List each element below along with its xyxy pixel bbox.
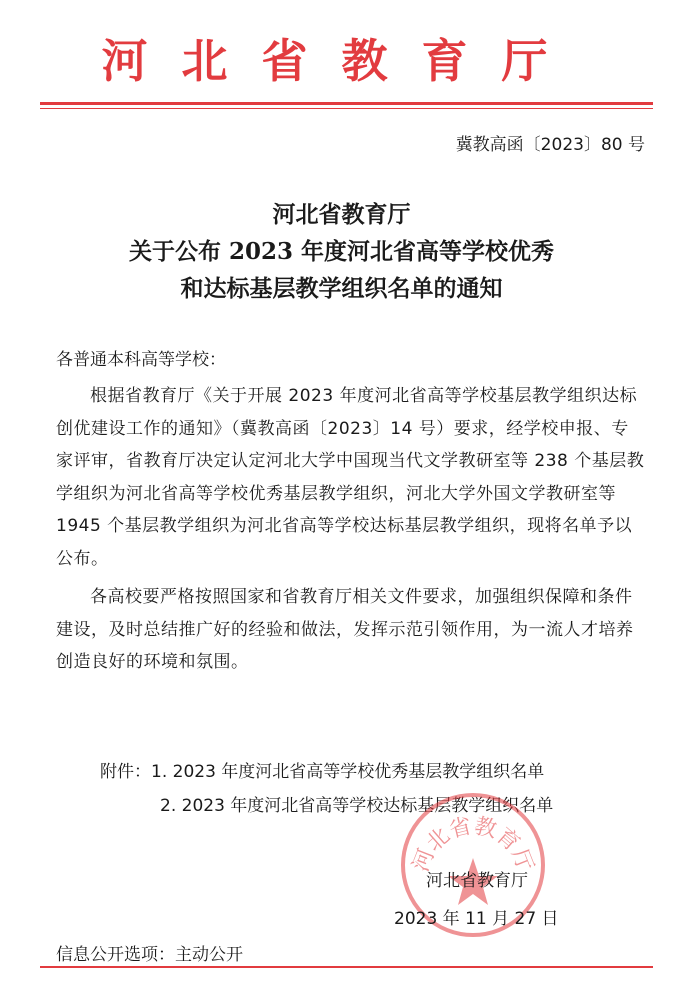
body-paragraph-1: 根据省教育厅《关于开展 2023 年度河北省高等学校基层教学组织达标创优建设工作的通知》（冀教高函〔2023〕14 号）要求，经学校申报、专家评审，省教育厅决定认定河北大学中国现当代文学教研室等 238 个基层教学组织为河北省高等学校优秀基层教学组织，河北大学外国文学教研室等 1945 个基层教学组织为河北省高等学校达标基层教学组织，现将名单予以公布。	[56, 386, 645, 569]
attachments-label: 附件：	[100, 762, 151, 782]
attachment-item-1: 附件：1. 2023 年度河北省高等学校优秀基层教学组织名单	[100, 762, 545, 782]
seal-text: 河北省教育厅	[408, 813, 538, 876]
signature-organization: 河北省教育厅	[426, 871, 528, 891]
masthead-rule-thick	[40, 102, 653, 105]
title-line-3: 和达标基层教学组织名单的通知	[180, 275, 503, 302]
footer-rule	[40, 966, 653, 968]
document-title	[40, 196, 643, 307]
salutation: 各普通本科高等学校：	[56, 350, 226, 370]
signature-date: 2023 年 11 月 27 日	[394, 909, 559, 929]
title-line-2: 关于公布 2023 年度河北省高等学校优秀	[128, 238, 555, 265]
disclosure-option: 信息公开选项：主动公开	[56, 945, 243, 965]
title-line-1: 河北省教育厅	[272, 201, 411, 228]
document-number: 冀教高函〔2023〕80 号	[455, 135, 645, 155]
document-body	[56, 380, 646, 679]
body-paragraph-2: 各高校要严格按照国家和省教育厅相关文件要求，加强组织保障和条件建设，及时总结推广好的经验和做法，发挥示范引领作用，为一流人才培养创造良好的环境和氛围。	[56, 587, 634, 672]
masthead-title: 河北省教育厅	[101, 34, 582, 88]
masthead-rule-thin	[40, 108, 653, 109]
attachment-item-2: 2. 2023 年度河北省高等学校达标基层教学组织名单	[160, 796, 554, 816]
